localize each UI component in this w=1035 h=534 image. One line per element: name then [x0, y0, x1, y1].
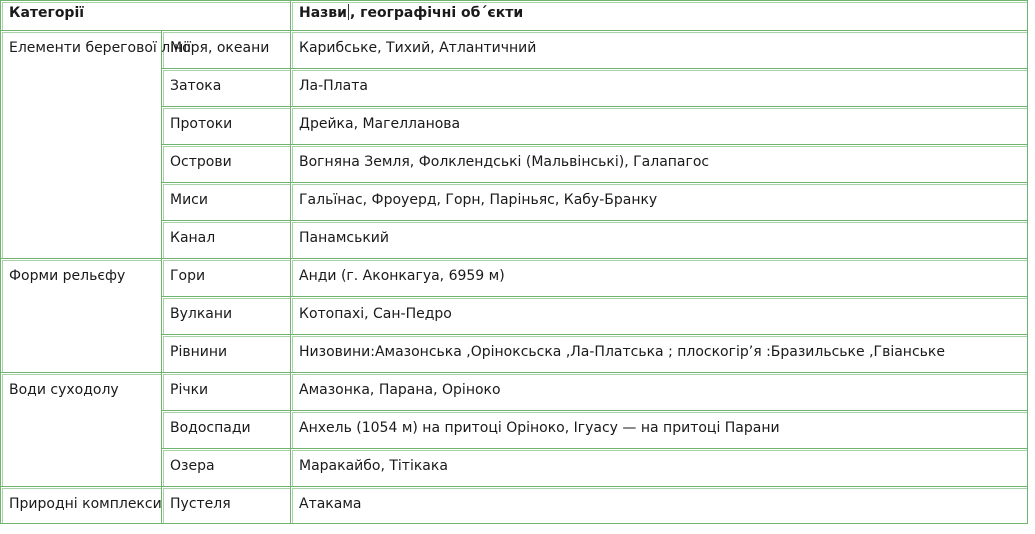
subcategory-text: Озера: [170, 458, 215, 474]
category-text: Води суходолу: [9, 382, 119, 398]
names-cell[interactable]: [290, 220, 1028, 258]
names-cell[interactable]: [290, 30, 1028, 68]
category-cell[interactable]: [0, 372, 161, 486]
category-text: Форми рельєфу: [9, 268, 126, 284]
header-category-text: Категорії: [9, 5, 85, 21]
names-text: Низовини:Амазонська ,Оріноксьска ,Ла-Платська ; плоскогір’я :Бразильське ,Гвіанське: [299, 344, 945, 360]
table-header-row: [0, 0, 1028, 30]
names-cell[interactable]: [290, 296, 1028, 334]
subcategory-text: Вулкани: [170, 306, 233, 322]
names-text: Маракайбо, Тітікака: [299, 458, 448, 474]
subcategory-cell[interactable]: [161, 448, 290, 486]
category-text: Природні комплекси: [9, 496, 162, 512]
subcategory-cell[interactable]: [161, 486, 290, 524]
names-cell[interactable]: [290, 106, 1028, 144]
subcategory-text: Водоспади: [170, 420, 251, 436]
names-text: Анди (г. Аконкагуа, 6959 м): [299, 268, 505, 284]
subcategory-cell[interactable]: [161, 372, 290, 410]
subcategory-cell[interactable]: [161, 220, 290, 258]
subcategory-cell[interactable]: [161, 296, 290, 334]
names-text: Амазонка, Парана, Оріноко: [299, 382, 501, 398]
names-cell[interactable]: [290, 258, 1028, 296]
subcategory-text: Канал: [170, 230, 216, 246]
names-cell[interactable]: [290, 334, 1028, 372]
table-row: [0, 30, 1028, 68]
table-row: [0, 258, 1028, 296]
subcategory-cell[interactable]: [161, 30, 290, 68]
names-text: Панамський: [299, 230, 390, 246]
subcategory-text: Миси: [170, 192, 208, 208]
names-text: Ла-Плата: [299, 78, 368, 94]
subcategory-text: Протоки: [170, 116, 233, 132]
subcategory-cell[interactable]: [161, 334, 290, 372]
names-cell[interactable]: [290, 410, 1028, 448]
category-cell[interactable]: [0, 486, 161, 524]
names-text: Карибське, Тихий, Атлантичний: [299, 40, 537, 56]
subcategory-text: Річки: [170, 382, 209, 398]
names-text: Анхель (1054 м) на притоці Оріноко, Ігуасу — на притоці Парани: [299, 420, 780, 436]
names-text: Гальїнас, Фроуерд, Горн, Паріньяс, Кабу-Бранку: [299, 192, 658, 208]
subcategory-text: Гори: [170, 268, 206, 284]
subcategory-cell[interactable]: [161, 410, 290, 448]
names-text: Вогняна Земля, Фолклендські (Мальвінські), Галапагос: [299, 154, 710, 170]
subcategory-text: Острови: [170, 154, 232, 170]
header-category-cell[interactable]: [0, 0, 290, 30]
names-cell[interactable]: [290, 372, 1028, 410]
text-cursor: [348, 4, 349, 20]
subcategory-cell[interactable]: [161, 258, 290, 296]
names-text: Атакама: [299, 496, 362, 512]
table-row: [0, 372, 1028, 410]
subcategory-text: Затока: [170, 78, 222, 94]
subcategory-cell[interactable]: [161, 144, 290, 182]
header-names-cell[interactable]: [290, 0, 1028, 30]
subcategory-cell[interactable]: [161, 68, 290, 106]
names-text: Дрейка, Магелланова: [299, 116, 461, 132]
subcategory-text: Пустеля: [170, 496, 231, 512]
names-cell[interactable]: [290, 486, 1028, 524]
header-names-text-start: Назви: [299, 5, 347, 21]
category-cell[interactable]: [0, 258, 161, 372]
subcategory-cell[interactable]: [161, 182, 290, 220]
table-row: [0, 486, 1028, 524]
names-cell[interactable]: [290, 182, 1028, 220]
header-names-text-end: , географічні об´єкти: [349, 5, 524, 21]
subcategory-text: Моря, океани: [170, 40, 270, 56]
category-text: Елементи берегової лінії: [9, 40, 192, 56]
names-text: Котопахі, Сан-Педро: [299, 306, 452, 322]
names-cell[interactable]: [290, 448, 1028, 486]
subcategory-text: Рівнини: [170, 344, 228, 360]
names-cell[interactable]: [290, 68, 1028, 106]
names-cell[interactable]: [290, 144, 1028, 182]
subcategory-cell[interactable]: [161, 106, 290, 144]
